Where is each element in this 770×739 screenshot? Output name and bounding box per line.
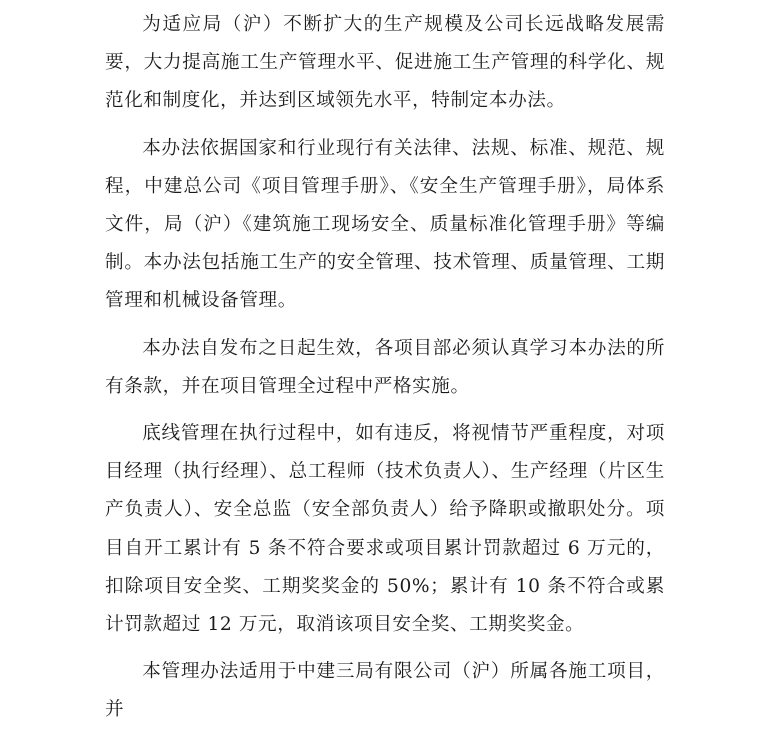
paragraph-penalties: 底线管理在执行过程中，如有违反，将视情节严重程度，对项目经理（执行经理）、总工程师（技术负责人）、生产经理（片区生产负责人）、安全总监（安全部负责人）给予降职或撤职处分。项目自开工累计有 5 条不符合要求或项目累计罚款超过 6 万元的，扣除项目安全奖、工期奖奖金的 50%；累计有 10 条不符合或累计罚款超过 12 万元，取消该项目安全奖、工期奖奖金。 [105,423,665,636]
paragraph-purpose: 为适应局（沪）不断扩大的生产规模及公司长远战略发展需要，大力提高施工生产管理水平、促进施工生产管理的科学化、规范化和制度化，并达到区域领先水平，特制定本办法。 [105,14,665,112]
paragraph-scope: 本管理办法适用于中建三局有限公司（沪）所属各施工项目，并 [105,661,665,721]
paragraph-basis: 本办法依据国家和行业现行有关法律、法规、标准、规范、规程，中建总公司《项目管理手册》、《安全生产管理手册》，局体系文件，局（沪）《建筑施工现场安全、质量标准化管理手册》等编制。本办法包括施工生产的安全管理、技术管理、质量管理、工期管理和机械设备管理。 [105,137,665,312]
document-body [105,6,665,739]
paragraph-effective-date: 本办法自发布之日起生效，各项目部必须认真学习本办法的所有条款，并在项目管理全过程中严格实施。 [105,337,665,397]
